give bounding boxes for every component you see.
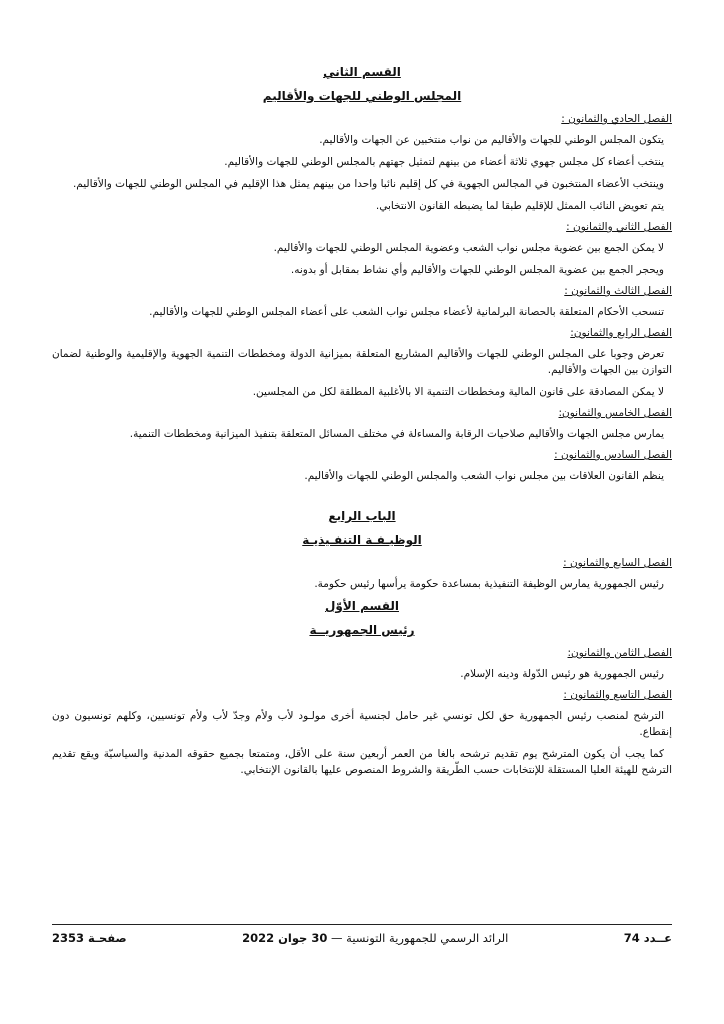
chapter-84-heading: الفصل الرابع والثمانون: [570, 327, 672, 339]
chapter-88-heading: الفصل الثامن والثمانون: [567, 647, 672, 659]
chapter-89-paragraph-2: كما يجب أن يكون المترشح يوم تقديم ترشحه بالغا من العمر أربعين سنة على الأقل، ومتمتعا بجميع حقوقه المدنية والسياسيّة ويقع تقديم الترشح للهيئة العليا المستقلة للإنتخابات حسب الطّريقة والشروط المنصوص عليها بالقانون الإنتخابي. [52, 748, 672, 776]
chapter-84-paragraph-2: لا يمكن المصادقة على قانون المالية ومخططات التنمية الا بالأغلبية المطلقة لكل من المجلسين. [252, 386, 664, 398]
part1-title: رئيس الجمهوريــة [309, 623, 415, 637]
chapter-87-paragraph-1: رئيس الجمهورية يمارس الوظيفة التنفيذية بمساعدة حكومة يرأسها رئيس حكومة. [314, 578, 664, 590]
chapter-89-paragraph-1: الترشح لمنصب رئيس الجمهورية حق لكل تونسي غير حامل لجنسية أخرى مولـود لأب ولأم وجدّ لأب ولأم تونسيين، وكلهم تونسيون دون إنقطاع. [52, 710, 672, 738]
chapter-82-paragraph-2: ويحجر الجمع بين عضوية المجلس الوطني للجهات والأقاليم وأي نشاط بمقابل أو بدونه. [290, 264, 664, 276]
book4-heading: الباب الرابع [328, 509, 396, 523]
chapter-81-paragraph-2: ينتخب أعضاء كل مجلس جهوي ثلاثة أعضاء من بينهم لتمثيل جهتهم بالمجلس الوطني للجهات والأقاليم. [224, 156, 664, 168]
book4-title: الوظيـفـة التنفـيذيـة [302, 533, 422, 547]
chapter-88-paragraph-1: رئيس الجمهورية هو رئيس الدّولة ودينه الإسلام. [460, 668, 664, 680]
chapter-86-paragraph-1: ينظم القانون العلاقات بين مجلس نواب الشعب والمجلس الوطني للجهات والأقاليم. [304, 470, 664, 482]
footer-journal-name: الرائد الرسمي للجمهورية التونسية — [331, 931, 509, 945]
page-footer [52, 924, 672, 945]
part1-heading: القسم الأوّل [325, 599, 399, 613]
chapter-81-paragraph-3: وينتخب الأعضاء المنتخبون في المجالس الجهوية في كل إقليم نائبا واحدا من بينهم يمثل هذا الإقليم في المجلس الوطني للجهات والأقاليم. [72, 178, 664, 190]
chapter-81-paragraph-1: يتكون المجلس الوطني للجهات والأقاليم من نواب منتخبين عن الجهات والأقاليم. [319, 134, 664, 146]
document-page [52, 64, 672, 952]
chapter-89-heading: الفصل التاسع والثمانون : [563, 689, 672, 701]
part2-title: المجلس الوطني للجهات والأقاليم [262, 89, 462, 103]
chapter-84-paragraph-1: تعرض وجوبا على المجلس الوطني للجهات والأقاليم المشاريع المتعلقة بميزانية الدولة ومخططات التنمية الجهوية والإقليمية والوطنية لضمان التوازن بين الجهات والأقاليم. [52, 348, 672, 376]
footer-issue-number: عــدد 74 [623, 931, 672, 945]
chapter-83-heading: الفصل الثالث والثمانون : [564, 285, 672, 297]
chapter-83-paragraph-1: تنسحب الأحكام المتعلقة بالحصانة البرلمانية لأعضاء مجلس نواب الشعب على أعضاء المجلس الوطني للجهات والأقاليم. [149, 306, 664, 318]
footer-page-number: صفحـة 2353 [52, 931, 127, 945]
chapter-85-paragraph-1: يمارس مجلس الجهات والأقاليم صلاحيات الرقابة والمساءلة في مختلف المسائل المتعلقة بتنفيذ الميزانية ومخططات التنمية. [129, 428, 664, 440]
chapter-82-paragraph-1: لا يمكن الجمع بين عضوية مجلس نواب الشعب وعضوية المجلس الوطني للجهات والأقاليم. [273, 242, 664, 254]
chapter-81-paragraph-4: يتم تعويض النائب الممثل للإقليم طبقا لما يضبطه القانون الانتخابي. [375, 200, 664, 212]
part2-heading: القسم الثاني [323, 65, 401, 79]
chapter-81-heading: الفصل الحادي والثمانون : [561, 113, 672, 125]
chapter-85-heading: الفصل الخامس والثمانون: [558, 407, 672, 419]
chapter-87-heading: الفصل السابع والثمانون : [563, 557, 672, 569]
chapter-86-heading: الفصل السادس والثمانون : [554, 449, 672, 461]
footer-date: 30 جوان 2022 [242, 931, 328, 945]
chapter-82-heading: الفصل الثاني والثمانون : [566, 221, 672, 233]
footer-journal [242, 931, 508, 945]
section-spacer [52, 490, 672, 508]
